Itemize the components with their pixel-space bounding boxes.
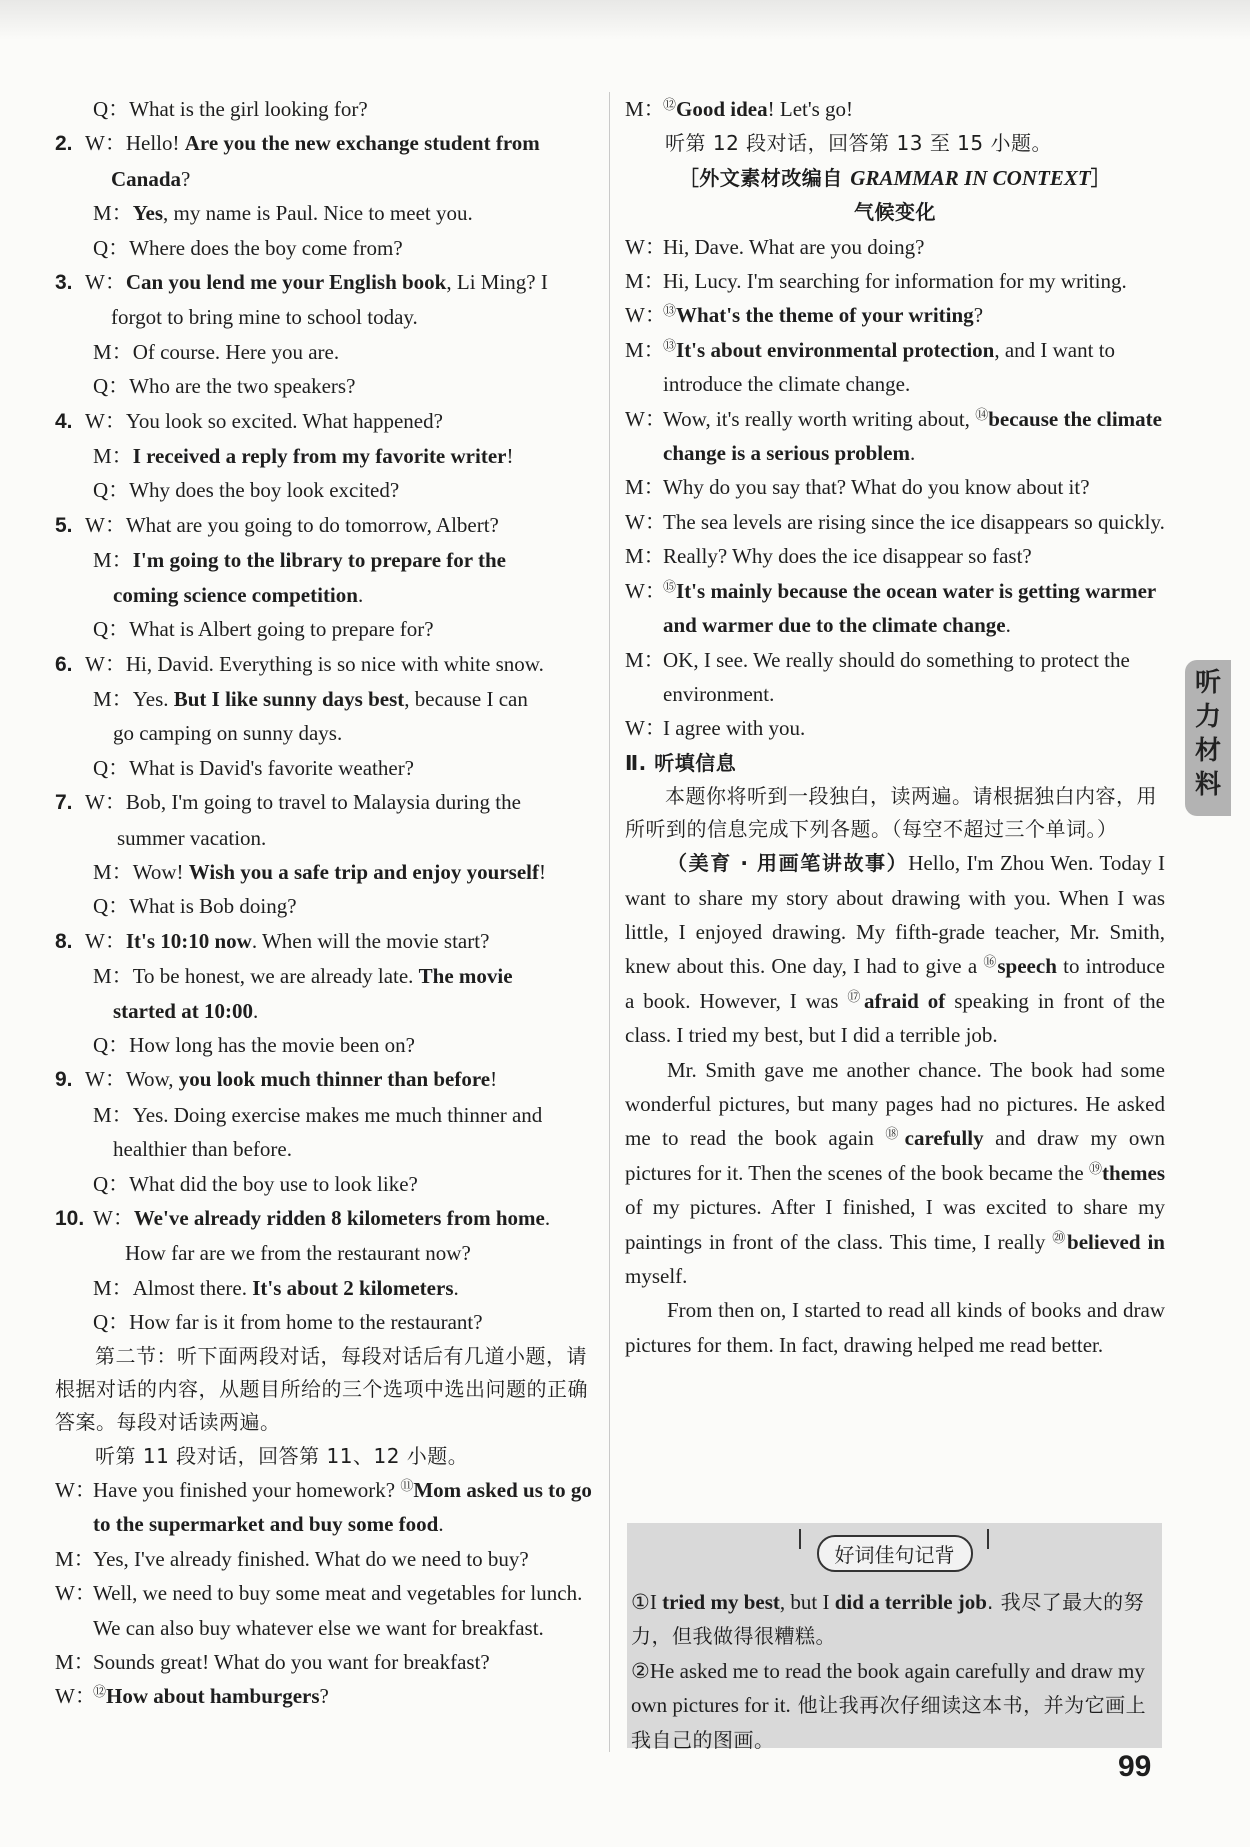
side-tab-label: 听 力 材 料 [1194, 668, 1221, 800]
item-2-w-cont: Canada? [111, 166, 191, 191]
item-2-q: Q：Where does the boy come from? [93, 235, 403, 260]
pin-icon [799, 1529, 801, 1549]
source-note: ［外文素材改编自 GRAMMAR IN CONTEXT］ [678, 165, 1112, 190]
item-9-q: Q：What did the boy use to look like? [93, 1171, 418, 1196]
box-text [631, 1585, 1161, 1757]
dialogue-12-line: W：Hi, Dave. What are you doing? [625, 234, 925, 259]
story-paragraph-1: （美育 · 用画笔讲故事）Hello, I'm Zhou Wen. Today I want to share my story about drawing with you. When I was little, I enjoyed drawing. My fifth-grade teacher, Mr. Smith, knew about this. One day, I had to give a ⑯speech to introduce a book. However, I was ⑰afraid of speaking in front of the class. I tried my best, but I did a terrible job. [625, 851, 1165, 1048]
item-4-w: 4. W：You look so excited. What happened? [55, 408, 443, 433]
item-5-w: 5. W：What are you going to do tomorrow, Albert? [55, 512, 499, 537]
item-3-w-cont: forgot to bring mine to school today. [111, 305, 418, 330]
dialogue-12-line: W：Wow, it's really worth writing about, ⑭because the climate change is a serious problem. [625, 406, 1162, 466]
item-6-w: 6. W：Hi, David. Everything is so nice with white snow. [55, 651, 544, 676]
item-10-w-cont: How far are we from the restaurant now? [125, 1241, 471, 1266]
item-7-q: Q：What is Bob doing? [93, 894, 297, 919]
dialogue-11-line: W：Well, we need to buy some meat and vegetables for lunch. We can also buy whatever else we want for breakfast. [55, 1581, 583, 1640]
part-2-title: Ⅱ. 听填信息 [625, 750, 737, 775]
item-4-q: Q：Why does the boy look excited? [93, 478, 400, 503]
dialogue-12-line: W：I agree with you. [625, 716, 806, 741]
q-line-1: Q：What is the girl looking for? [93, 97, 368, 121]
item-2-m: M：Yes, my name is Paul. Nice to meet you. [93, 201, 473, 226]
box-title: 好词佳句记背 [817, 1535, 973, 1572]
section-12-subtitle: 听第 12 段对话，回答第 13 至 15 小题。 [665, 131, 1052, 156]
item-3-m: M：Of course. Here you are. [93, 339, 340, 364]
dialogue-11-line: W：Have you finished your homework? ⑪Mom asked us to go to the supermarket and buy some food. [55, 1478, 592, 1537]
dialogue-12-line: W：The sea levels are rising since the ice disappears so quickly. [625, 509, 1165, 534]
dialogue-12-line: W：⑮It's mainly because the ocean water is getting warmer and warmer due to the climate change. [625, 578, 1156, 638]
item-3-w: 3. W：Can you lend me your English book, Li Ming? I [55, 270, 548, 295]
item-4-m: M：I received a reply from my favorite writer! [93, 444, 514, 469]
item-2-w: 2. W：Hello! Are you the new exchange student from [55, 131, 540, 156]
item-8-m: M：To be honest, we are already late. The movie [93, 964, 513, 989]
dialogue-11 [55, 1473, 600, 1714]
item-3-q: Q：Who are the two speakers? [93, 374, 356, 399]
item-6-q: Q：What is David's favorite weather? [93, 755, 415, 780]
dialogue-11-line: M：Sounds great! What do you want for breakfast? [55, 1650, 490, 1675]
item-5-m: M：I'm going to the library to prepare for the [93, 548, 506, 573]
item-10-q: Q：How far is it from home to the restaurant? [93, 1310, 483, 1335]
dialogue-12-line: M：Why do you say that? What do you know about it? [625, 475, 1090, 500]
item-8-m-cont: started at 10:00. [113, 998, 259, 1023]
item-7-w: 7. W：Bob, I'm going to travel to Malaysia during the [55, 790, 521, 815]
dialogue-topic: 气候变化 [854, 200, 936, 225]
item-6-m-cont: go camping on sunny days. [113, 721, 343, 746]
section-2-instructions: 第二节：听下面两段对话，每段对话后有几道小题，请根据对话的内容，从题目所给的三个选项中选出问题的正确答案。每段对话读两遍。 [55, 1343, 588, 1434]
dialogue-11-line: W：⑫How about hamburgers? [55, 1684, 329, 1709]
top-edge [0, 0, 1250, 40]
item-8-w: 8. W：It's 10:10 now. When will the movie start? [55, 928, 490, 953]
item-9-m: M：Yes. Doing exercise makes me much thinner and [93, 1102, 543, 1127]
right-line-1: M：⑫Good idea! Let's go! [625, 97, 854, 121]
item-5-q: Q：What is Albert going to prepare for? [93, 617, 434, 642]
dialogue-12-line: M：OK, I see. We really should do something to protect the environment. [625, 647, 1130, 706]
dialogue-12-line: W：⑬What's the theme of your writing? [625, 303, 984, 328]
box-sentence-2: ②He asked me to read the book again carefully and draw my own pictures for it. 他让我再次仔细读这本书，并为它画上我自己的图画。 [631, 1658, 1147, 1752]
item-5-m-cont: coming science competition. [113, 582, 364, 607]
dialogue-12-line: M：Hi, Lucy. I'm searching for information for my writing. [625, 269, 1127, 294]
item-6-m: M：Yes. But I like sunny days best, because I can [93, 686, 528, 711]
right-column [625, 92, 1165, 1362]
dialogue-12 [625, 230, 1165, 746]
section-2-subtitle: 听第 11 段对话，回答第 11、12 小题。 [95, 1443, 469, 1468]
left-column [55, 92, 600, 1714]
item-9-w: 9. W：Wow, you look much thinner than before! [55, 1067, 498, 1092]
phrases-box [627, 1523, 1162, 1752]
item-7-w-cont: summer vacation. [117, 825, 267, 850]
side-tab-listening-material [1185, 660, 1231, 816]
story-paragraph-3: From then on, I started to read all kinds of books and draw pictures for them. In fact, drawing helped me read better. [625, 1298, 1165, 1357]
pin-icon [987, 1529, 989, 1549]
item-10-w: 10. W：We've already ridden 8 kilometers from home. [55, 1206, 551, 1230]
item-9-m-cont: healthier than before. [113, 1137, 292, 1162]
story-paragraph-2: Mr. Smith gave me another chance. The book had some wonderful pictures, but many pages had no pictures. He asked me to read the book again ⑱carefully and draw my own pictures for it. Then the scenes of the book became the ⑲themes of my pictures. After I finished, I was excited to share my paintings in front of the class. This time, I really ⑳believed in myself. [625, 1057, 1165, 1288]
dialogue-11-line: M：Yes, I've already finished. What do we need to buy? [55, 1546, 529, 1571]
box-sentence-1: ①I tried my best, but I did a terrible job. 我尽了最大的努力，但我做得很糟糕。 [631, 1590, 1145, 1649]
part-2-intro: 本题你将听到一段独白，读两遍。请根据独白内容，用所听到的信息完成下列各题。（每空不超过三个单词。） [625, 784, 1157, 842]
item-7-m: M：Wow! Wish you a safe trip and enjoy yourself! [93, 859, 546, 884]
dialogue-12-line: M：Really? Why does the ice disappear so fast? [625, 544, 1032, 569]
column-divider [609, 92, 610, 1752]
page-number: 99 [1118, 1750, 1152, 1783]
item-10-m: M：Almost there. It's about 2 kilometers. [93, 1275, 459, 1300]
item-8-q: Q：How long has the movie been on? [93, 1032, 415, 1057]
dialogue-12-line: M：⑬It's about environmental protection, and I want to introduce the climate change. [625, 337, 1116, 397]
